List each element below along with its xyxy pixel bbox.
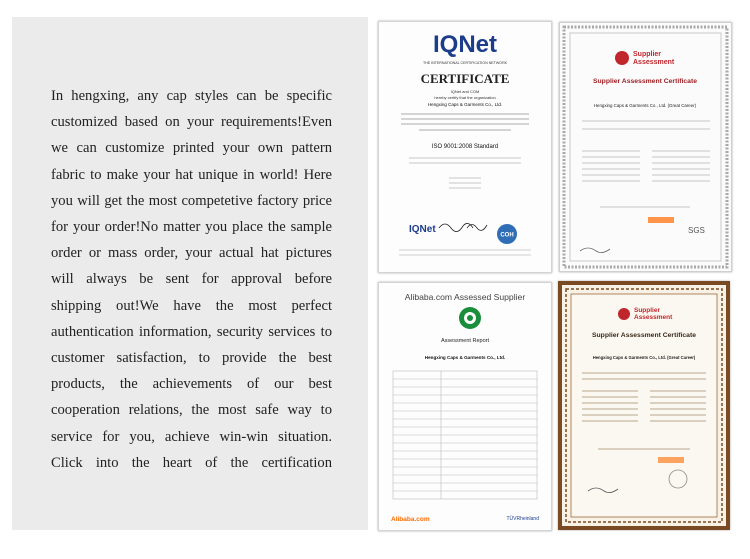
sgs-company: Hengxing Caps & Garments Co., Ltd. (Great Career) <box>593 103 697 108</box>
sgs-logo-line1: Supplier <box>633 51 662 58</box>
ornate-logo-icon <box>618 308 630 320</box>
ornate-title: Supplier Assessment Certificate <box>591 332 697 339</box>
iqnet-certify-line: hereby certify that the organization <box>434 95 496 100</box>
alibaba-header: Alibaba.com Assessed Supplier <box>404 292 526 302</box>
iqnet-logo: IQNet <box>432 31 498 58</box>
intro-paragraph: In hengxing, any cap styles can be specific customized based on your requirements!Even we can customize printed your own pattern fabric to make your hat unique in world! Here you will get the most competetive factory price for your order!No matter you place the sample order or mass order, your actual hat pictures will always be sent for approval before shipping out!We have the most perfect authentication information, security services to customer satisfaction, to provide the best products, the achievements of our best cooperation relations, the most safe way to service for you, achieve win-win situation. Click into the heart of the certification <box>51 88 332 471</box>
tuv-mark: TÜVRheinland <box>506 516 539 522</box>
sgs-logo-line2: Assessment <box>633 59 675 66</box>
sgs-logo-icon <box>615 51 629 65</box>
alibaba-assessment-image[interactable] <box>378 282 552 531</box>
iqnet-company: Hengxing Caps & Garments Co., Ltd. <box>427 102 503 107</box>
supplier-assessment-ornate-image[interactable] <box>558 281 730 530</box>
sgs-title: Supplier Assessment Certificate <box>592 78 698 85</box>
alibaba-company: Hengxing Caps & Garments Co., Ltd. <box>424 355 506 360</box>
iqnet-issuers: IQNet and COM <box>450 89 480 94</box>
sgs-mark: SGS <box>688 226 705 235</box>
iqnet-title: CERTIFICATE <box>420 71 510 86</box>
iqnet-network: THE INTERNATIONAL CERTIFICATION NETWORK <box>422 61 508 65</box>
supplier-assessment-ornate-graphic <box>558 281 730 530</box>
ornate-logo-line1: Supplier <box>634 307 661 314</box>
svg-text:IQNet: IQNet <box>409 224 436 235</box>
alibaba-assessment-graphic <box>379 283 551 530</box>
sgs-certificate-image[interactable] <box>559 22 732 272</box>
iqnet-standard: ISO 9001:2008 Standard <box>431 144 499 150</box>
coh-mark: COH <box>500 232 514 239</box>
alibaba-brand: Alibaba.com <box>391 516 430 523</box>
ornate-logo-line2: Assessment <box>634 314 673 321</box>
alibaba-report-title: Assessment Report <box>441 338 489 344</box>
intro-panel <box>12 17 368 530</box>
ornate-company: Hengxing Caps & Garments Co., Ltd. (Great Career) <box>592 355 696 360</box>
iqnet-certificate-graphic <box>379 22 551 272</box>
iqnet-certificate-image[interactable] <box>378 21 552 273</box>
sgs-certificate-graphic <box>560 23 731 271</box>
